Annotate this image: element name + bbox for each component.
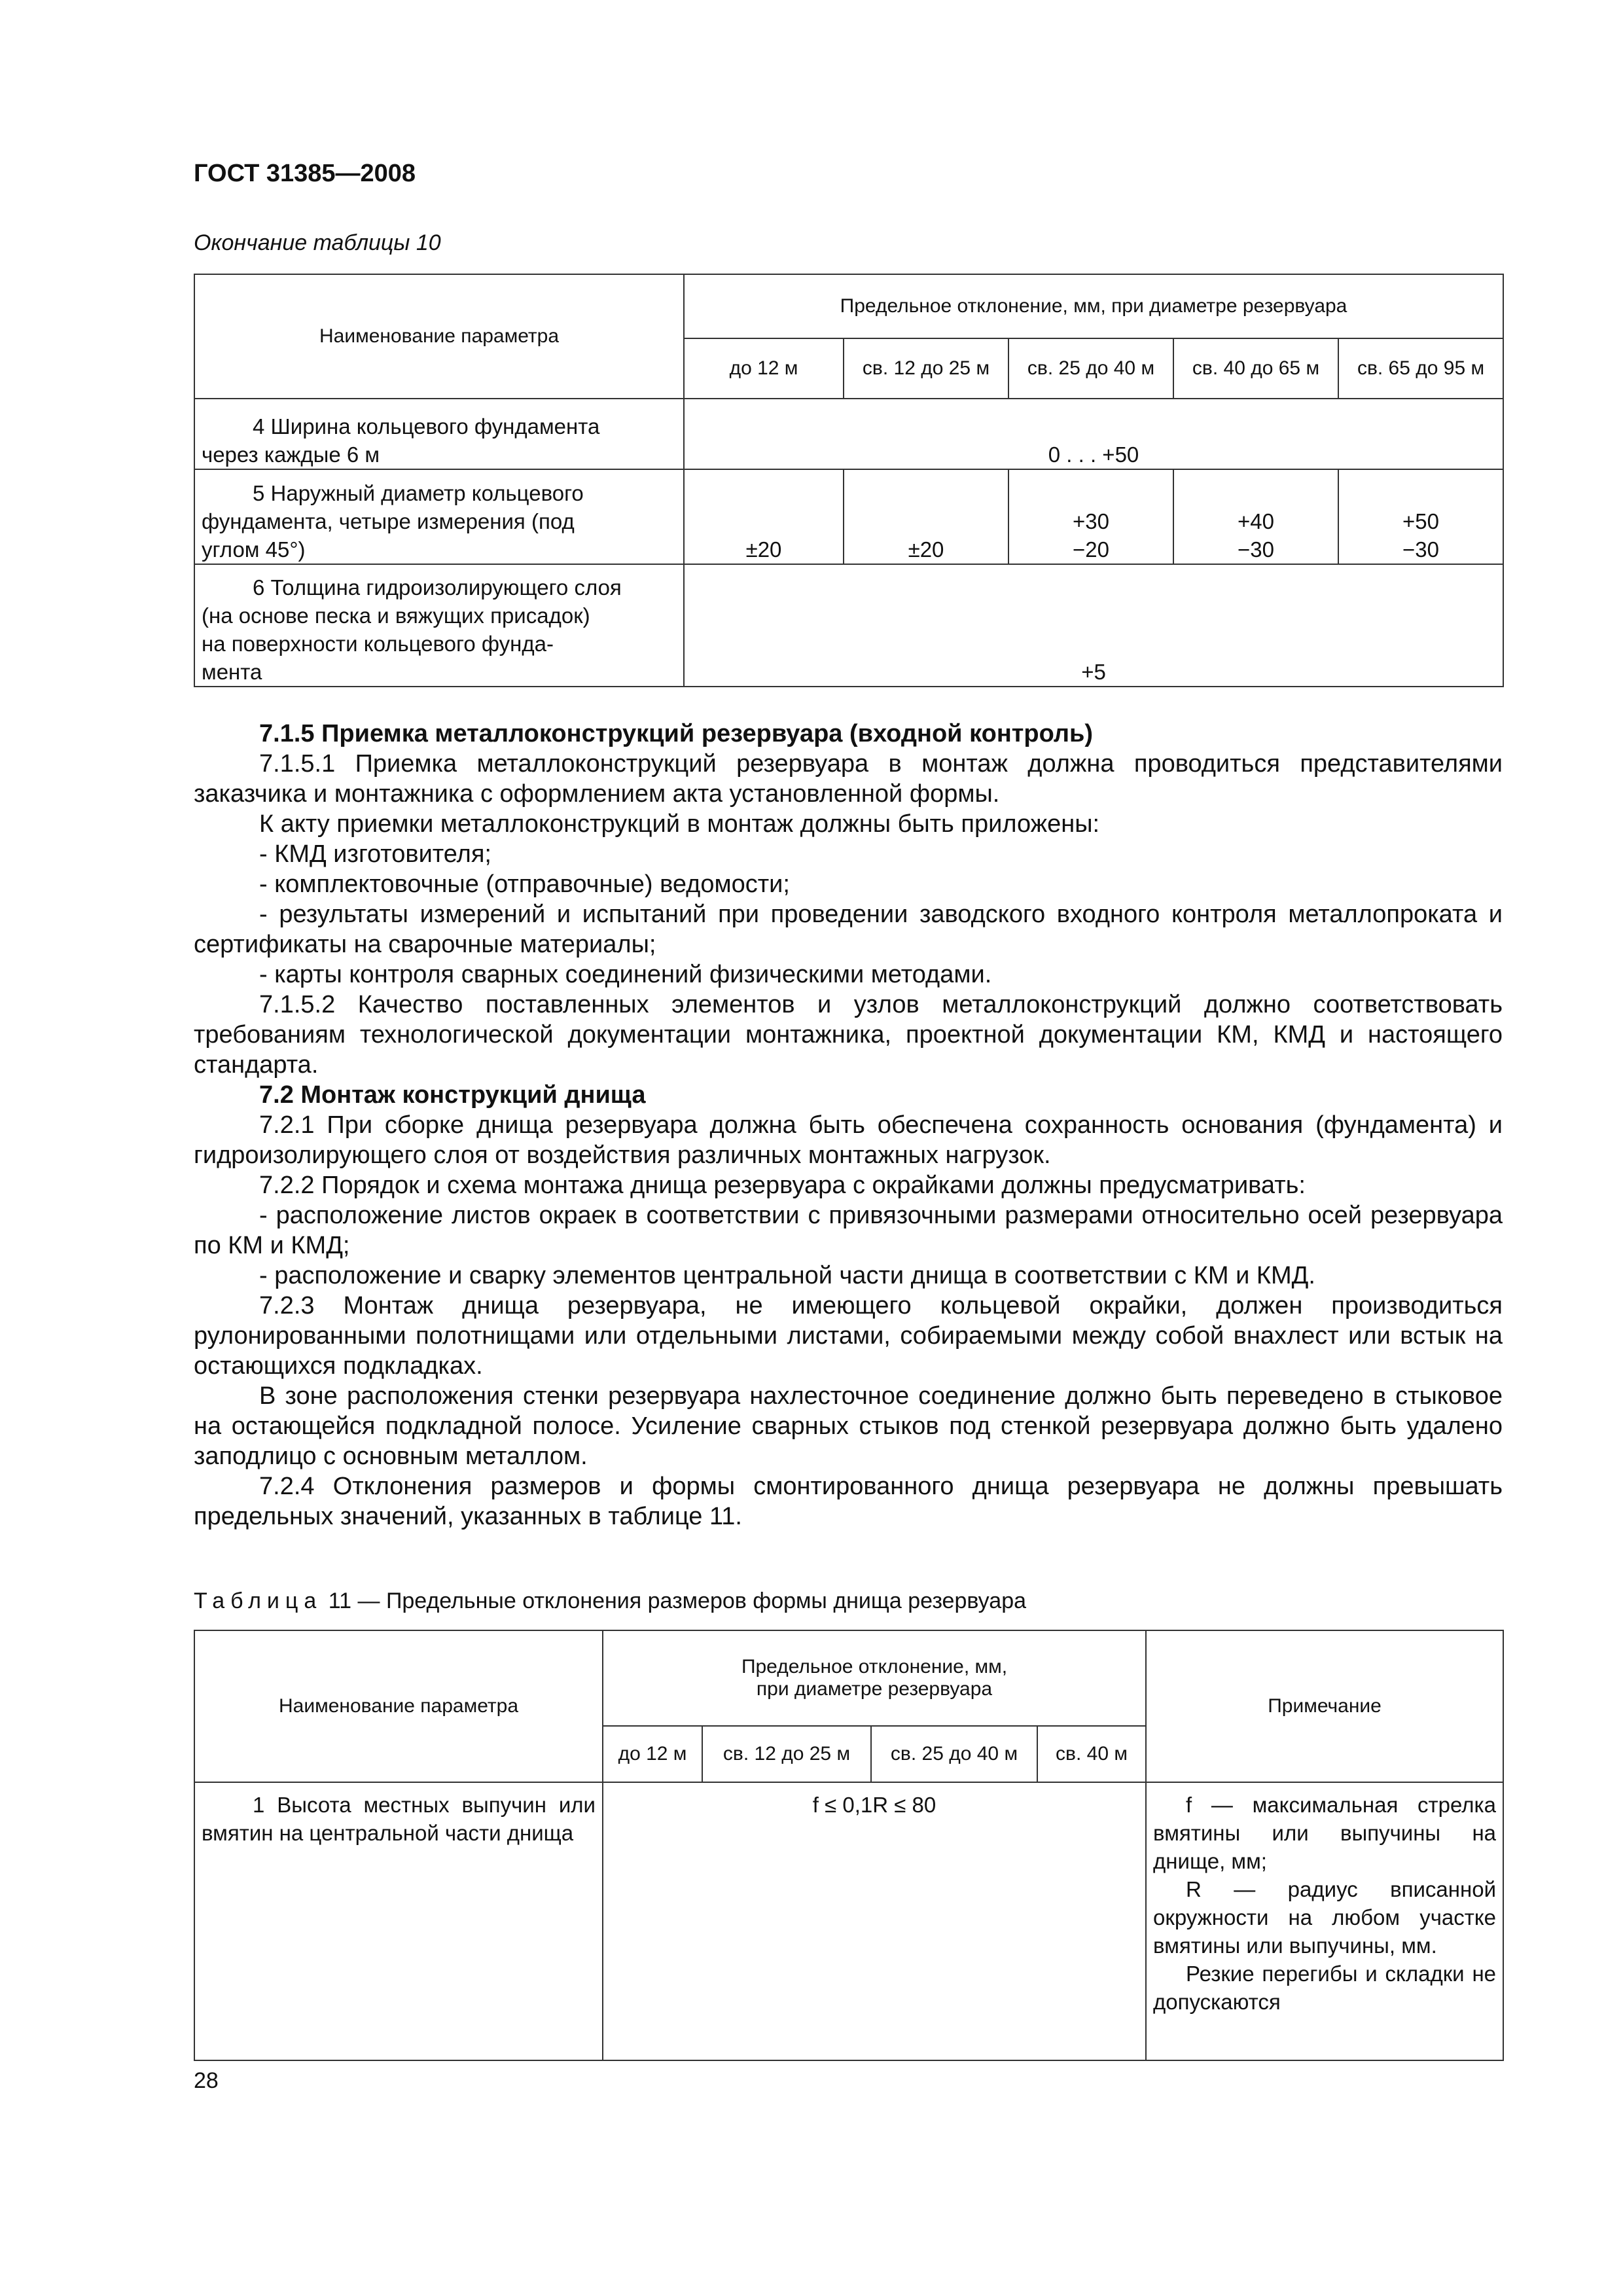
table-11: [194, 1630, 1504, 2061]
paragraph: К акту приемки металлоконструкций в монтаж должны быть приложены:: [259, 810, 1100, 838]
subcol-header: до 12 м: [684, 338, 844, 399]
table-caption-text: 11 — Предельные отклонения размеров формы днища резервуара: [322, 1588, 1027, 1613]
section-heading: 7.2 Монтаж конструкций днища: [259, 1081, 646, 1109]
section-heading: 7.1.5 Приемка металлоконструкций резервуара (входной контроль): [259, 720, 1094, 747]
value-cell: 0 . . . +50: [684, 399, 1503, 469]
col-header-note: Примечание: [1146, 1630, 1503, 1782]
body-text: [194, 719, 1503, 1532]
subcol-header: св. 65 до 95 м: [1338, 338, 1503, 399]
value-cell: ±20: [684, 469, 844, 564]
value-cell: +40 −30: [1173, 469, 1338, 564]
col-header-param: Наименование параметра: [194, 274, 684, 399]
paragraph: В зоне расположения стенки резервуара нахлесточное соединение должно быть переведено в стыковое на остающейся подкладной полосе. Усиление сварных стыков под стенкой резервуара должно быть удалено заподлицо с основным металлом.: [194, 1382, 1503, 1470]
table-row: [194, 564, 1503, 687]
list-item: - КМД изготовителя;: [259, 840, 491, 868]
paragraph: 7.2.4 Отклонения размеров и формы смонтированного днища резервуара не должны превышать предельных значений, указанных в таблице 11.: [194, 1473, 1503, 1530]
col-header-param: Наименование параметра: [194, 1630, 603, 1782]
table-10: [194, 274, 1504, 687]
table-row: [194, 469, 1503, 564]
paragraph: 7.1.5.2 Качество поставленных элементов и узлов металлоконструкций должно соответствовать требованиям технологической документации монтажника, проектной документации КМ, КМД и настоящего стандарта.: [194, 991, 1503, 1079]
list-item: - комплектовочные (отправочные) ведомости;: [259, 870, 790, 898]
subcol-header: св. 40 м: [1037, 1726, 1146, 1782]
param-name: 5 Наружный диаметр кольцевого фундамента, четыре измерения (под углом 45°): [194, 469, 684, 564]
table-row: [194, 399, 1503, 469]
table-caption: [194, 1588, 1026, 1614]
table-row: [194, 1782, 1503, 2060]
note-line: f — максимальная стрелка вмятины или выпучины на днище, мм;: [1153, 1793, 1497, 1873]
subcol-header: св. 25 до 40 м: [871, 1726, 1037, 1782]
param-name: 4 Ширина кольцевого фундамента через каждые 6 м: [194, 399, 684, 469]
document-code: ГОСТ 31385—2008: [194, 160, 416, 187]
param-name: 6 Толщина гидроизолирующего слоя (на основе песка и вяжущих присадок) на поверхности кольцевого фунда- мента: [194, 564, 684, 687]
paragraph: 7.1.5.1 Приемка металлоконструкций резервуара в монтаж должна проводиться представителями заказчика и монтажника с оформлением акта установленной формы.: [194, 750, 1503, 808]
list-item: - карты контроля сварных соединений физическими методами.: [259, 961, 992, 988]
note-line: Резкие перегибы и складки не допускаются: [1153, 1962, 1497, 2014]
list-item: - расположение листов окраек в соответствии с привязочными размерами относительно осей резервуара по КМ и КМД;: [194, 1202, 1503, 1259]
value-cell: f ≤ 0,1R ≤ 80: [603, 1782, 1146, 2060]
table-caption-prefix: Таблица: [194, 1588, 323, 1613]
col-header-group: Предельное отклонение, мм, при диаметре резервуара: [684, 274, 1503, 338]
subcol-header: св. 12 до 25 м: [844, 338, 1008, 399]
col-header-group: Предельное отклонение, мм, при диаметре резервуара: [603, 1630, 1146, 1726]
param-name: 1 Высота местных выпучин или вмятин на центральной части днища: [194, 1782, 603, 2060]
paragraph: 7.2.1 При сборке днища резервуара должна быть обеспечена сохранность основания (фундамента) и гидроизолирующего слоя от воздействия различных монтажных нагрузок.: [194, 1111, 1503, 1169]
value-cell: +30 −20: [1008, 469, 1173, 564]
subcol-header: св. 25 до 40 м: [1008, 338, 1173, 399]
paragraph: 7.2.2 Порядок и схема монтажа днища резервуара с окрайками должны предусматривать:: [259, 1172, 1306, 1199]
paragraph: 7.2.3 Монтаж днища резервуара, не имеющего кольцевой окрайки, должен производиться рулонированными полотнищами или отдельными листами, собираемыми между собой внахлест или встык на остающихся подкладках.: [194, 1292, 1503, 1380]
subcol-header: до 12 м: [603, 1726, 702, 1782]
note-line: R — радиус вписанной окружности на любом участке вмятины или выпучины, мм.: [1153, 1877, 1497, 1958]
subcol-header: св. 12 до 25 м: [702, 1726, 871, 1782]
list-item: - результаты измерений и испытаний при проведении заводского входного контроля металлопроката и сертификаты на сварочные материалы;: [194, 901, 1503, 958]
subcol-header: св. 40 до 65 м: [1173, 338, 1338, 399]
note-cell: [1146, 1782, 1503, 2060]
value-cell: +50 −30: [1338, 469, 1503, 564]
page-number: 28: [194, 2068, 219, 2093]
list-item: - расположение и сварку элементов центральной части днища в соответствии с КМ и КМД.: [259, 1262, 1315, 1289]
table-continuation-label: Окончание таблицы 10: [194, 230, 441, 255]
value-cell: ±20: [844, 469, 1008, 564]
value-cell: +5: [684, 564, 1503, 687]
